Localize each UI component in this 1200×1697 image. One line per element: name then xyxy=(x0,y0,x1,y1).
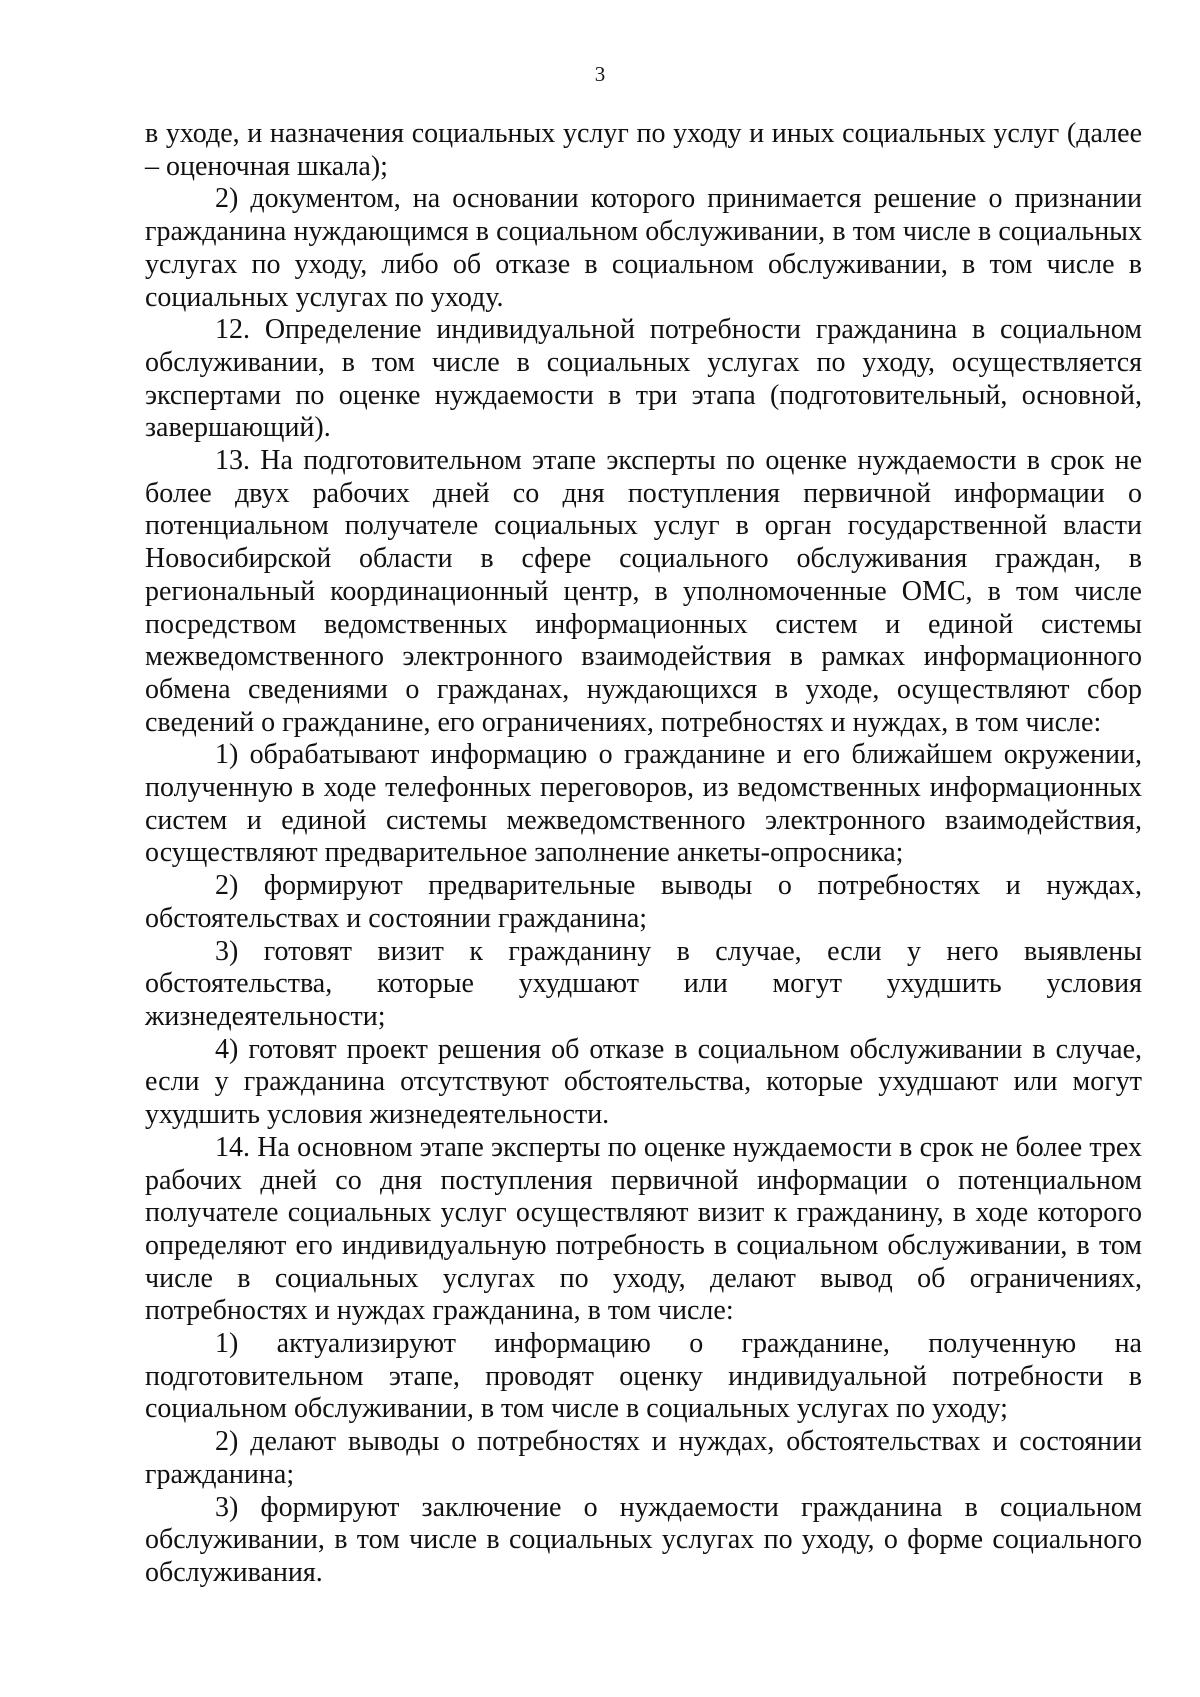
paragraph-continuation: в уходе, и назначения социальных услуг по уходу и иных социальных услуг (далее – оценочная шкала); xyxy=(145,118,1142,182)
document-body xyxy=(145,118,1142,1590)
paragraph-clause-12: 12. Определение индивидуальной потребности гражданина в социальном обслуживании, в том числе в социальных услугах по уходу, осуществляется экспертами по оценке нуждаемости в три этапа (подготовительный, основной, завершающий). xyxy=(145,314,1142,444)
paragraph-clause-13-item-2: 2) формируют предварительные выводы о потребностях и нуждах, обстоятельствах и состоянии гражданина; xyxy=(145,870,1142,934)
paragraph-clause-14-item-1: 1) актуализируют информацию о гражданине, полученную на подготовительном этапе, проводят оценку индивидуальной потребности в социальном обслуживании, в том числе в социальных услугах по уходу; xyxy=(145,1328,1142,1425)
paragraph-clause-14-item-3: 3) формируют заключение о нуждаемости гражданина в социальном обслуживании, в том числе в социальных услугах по уходу, о форме социального обслуживания. xyxy=(145,1491,1142,1588)
paragraph-clause-14-item-2: 2) делают выводы о потребностях и нуждах, обстоятельствах и состоянии гражданина; xyxy=(145,1426,1142,1490)
page-number: 3 xyxy=(594,62,606,86)
paragraph-clause-13-item-3: 3) готовят визит к гражданину в случае, если у него выявлены обстоятельства, которые ухудшают или могут ухудшить условия жизнедеятельности; xyxy=(145,935,1142,1032)
paragraph-clause-13-item-4: 4) готовят проект решения об отказе в социальном обслуживании в случае, если у гражданина отсутствуют обстоятельства, которые ухудшают или могут ухудшить условия жизнедеятельности. xyxy=(145,1033,1142,1131)
paragraph-clause-13-item-1: 1) обрабатывают информацию о гражданине и его ближайшем окружении, полученную в ходе телефонных переговоров, из ведомственных информационных систем и единой системы межведомственного электронного взаимодействия, осуществляют предварительное заполнение анкеты-опросника; xyxy=(145,739,1142,869)
paragraph-item-2: 2) документом, на основании которого принимается решение о признании гражданина нуждающимся в социальном обслуживании, в том числе в социальных услугах по уходу, либо об отказе в социальном обслуживании, в том числе в социальных услугах по уходу. xyxy=(145,183,1142,313)
paragraph-clause-13: 13. На подготовительном этапе эксперты по оценке нуждаемости в срок не более двух рабочих дней со дня поступления первичной информации о потенциальном получателе социальных услуг в орган государственной власти Новосибирской области в сфере социального обслуживания граждан, в региональный координационный центр, в уполномоченные ОМС, в том числе посредством ведомственных информационных систем и единой системы межведомственного электронного взаимодействия в рамках информационного обмена сведениями о гражданах, нуждающихся в уходе, осуществляют сбор сведений о гражданине, его ограничениях, потребностях и нуждах, в том числе: xyxy=(145,445,1142,738)
paragraph-clause-14: 14. На основном этапе эксперты по оценке нуждаемости в срок не более трех рабочих дней со дня поступления первичной информации о потенциальном получателе социальных услуг осуществляют визит к гражданину, в ходе которого определяют его индивидуальную потребность в социальном обслуживании, в том числе в социальных услугах по уходу, делают вывод об ограничениях, потребностях и нуждах гражданина, в том числе: xyxy=(145,1131,1142,1327)
